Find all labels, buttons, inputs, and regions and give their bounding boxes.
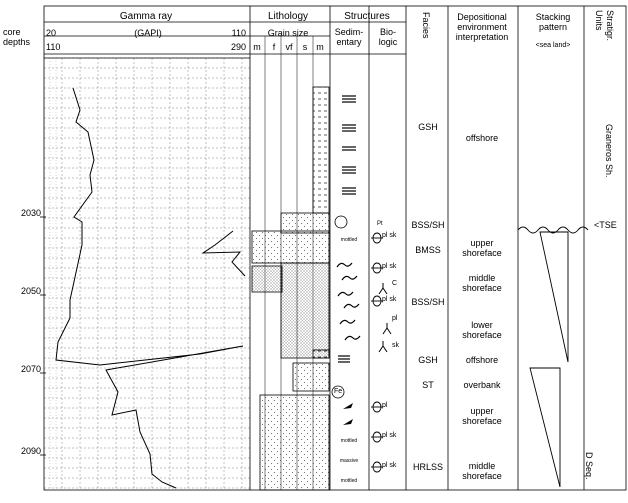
grain-class-f: f <box>272 42 276 52</box>
gamma-grid <box>44 58 250 490</box>
cross-bed-symbol <box>345 336 360 340</box>
grain-size-label: Grain size <box>267 28 309 38</box>
stacking-wedge-lower <box>530 368 560 487</box>
gamma-scale1-left: 20 <box>46 28 57 38</box>
cross-bed-symbol <box>342 276 357 280</box>
grain-class-m2: m <box>316 42 324 52</box>
strat-dseq: D Seq. <box>584 452 594 480</box>
marker-plsk-2: pl sk <box>382 263 397 270</box>
core-depths-label: core depths <box>3 27 31 47</box>
cross-bed-symbol <box>338 292 353 296</box>
grain-class-s: s <box>302 42 308 52</box>
marker-pl-1: pl <box>392 315 398 322</box>
marker-pl-2: pl <box>382 402 388 409</box>
marker-plsk-1: pl sk <box>382 232 397 239</box>
depth-tick-2030: 2030 <box>20 208 41 218</box>
gamma-ray-excursion <box>203 231 245 276</box>
marker-massive: massive <box>339 458 359 464</box>
lithology-column <box>252 87 329 490</box>
marker-plsk-4: pl sk <box>382 432 397 439</box>
marker-mottled-1: mottled <box>340 237 358 243</box>
litho-shale-mid <box>313 350 329 358</box>
dep-middle-shoreface-1: middle shoreface <box>462 273 502 293</box>
marker-sk: sk <box>392 342 399 349</box>
dep-offshore-1: offshore <box>465 133 499 143</box>
gamma-scale1-mid: (GAPI) <box>134 28 162 38</box>
facies-title: Facies <box>421 12 431 39</box>
ripple-symbol <box>343 403 353 409</box>
marker-pt: Pt <box>377 221 383 227</box>
cross-bed-symbol <box>337 263 352 267</box>
grain-class-vf: vf <box>285 42 293 52</box>
stacking-title: Stacking pattern <box>535 12 571 32</box>
gamma-scale2-left: 110 <box>46 42 61 52</box>
grain-class-m1: m <box>253 42 261 52</box>
gamma-scale1-right: 110 <box>231 28 246 38</box>
lithology-title: Lithology <box>267 11 309 22</box>
litho-sand-b <box>252 231 329 263</box>
biologic-label: Bio- logic <box>378 27 398 47</box>
strat-graneros: Graneros Sh. <box>604 124 614 178</box>
structure-symbols <box>332 96 391 472</box>
trace-symbol <box>383 323 391 334</box>
sedimentary-label: Sedim- entary <box>334 27 364 47</box>
gamma-title: Gamma ray <box>119 11 173 22</box>
facies-gsh-2: GSH <box>418 355 438 365</box>
depth-tick-2050: 2050 <box>20 286 41 296</box>
litho-sand-d <box>281 263 329 358</box>
cross-bed-symbol <box>344 304 359 308</box>
trace-symbol <box>379 283 387 294</box>
facies-hrlss: HRLSS <box>412 462 444 472</box>
strat-tse: <TSE <box>594 220 617 230</box>
litho-overbank <box>293 363 329 391</box>
marker-c: C <box>392 280 398 287</box>
facies-bmss: BMSS <box>415 245 441 255</box>
gamma-scale2-right: 290 <box>230 42 246 52</box>
pt-circle-symbol <box>335 216 347 228</box>
litho-shale-top <box>313 87 329 213</box>
facies-bss-sh-1: BSS/SH <box>411 220 445 230</box>
stacking-axis: <sea land> <box>535 42 571 49</box>
dep-lower-shoreface: lower shoreface <box>462 320 502 340</box>
strat-title: Stratigr. Units <box>594 10 615 42</box>
depth-tick-2070: 2070 <box>20 364 41 374</box>
dep-overbank: overbank <box>463 380 501 390</box>
dep-offshore-2: offshore <box>465 355 499 365</box>
marker-fe: Fe <box>334 388 343 395</box>
litho-sand-base <box>260 395 329 490</box>
table-frame <box>40 6 626 490</box>
depositional-title: Depositional environment interpretation <box>455 12 509 42</box>
trace-symbol <box>379 341 387 352</box>
marker-mottled-2: mottled <box>340 438 358 444</box>
litho-sand-a <box>281 213 329 233</box>
outer-border <box>44 6 626 490</box>
cross-bed-symbol <box>340 320 355 324</box>
marker-plsk-5: pl sk <box>382 462 397 469</box>
facies-bss-sh-2: BSS/SH <box>411 297 445 307</box>
litho-sand-c <box>252 266 282 292</box>
marker-mottled-3: mottled <box>340 478 358 484</box>
stacking-pattern <box>518 227 588 487</box>
ripple-symbol <box>343 419 353 425</box>
dep-upper-shoreface-1: upper shoreface <box>462 238 502 258</box>
structures-title: Structures <box>344 11 390 22</box>
depth-tick-2090: 2090 <box>20 446 41 456</box>
dep-upper-shoreface-2: upper shoreface <box>462 406 502 426</box>
facies-st: ST <box>422 380 434 390</box>
stacking-wedge-upper <box>540 232 568 362</box>
dep-middle-shoreface-2: middle shoreface <box>462 461 502 481</box>
facies-gsh-1: GSH <box>418 122 438 132</box>
marker-plsk-3: pl sk <box>382 296 397 303</box>
